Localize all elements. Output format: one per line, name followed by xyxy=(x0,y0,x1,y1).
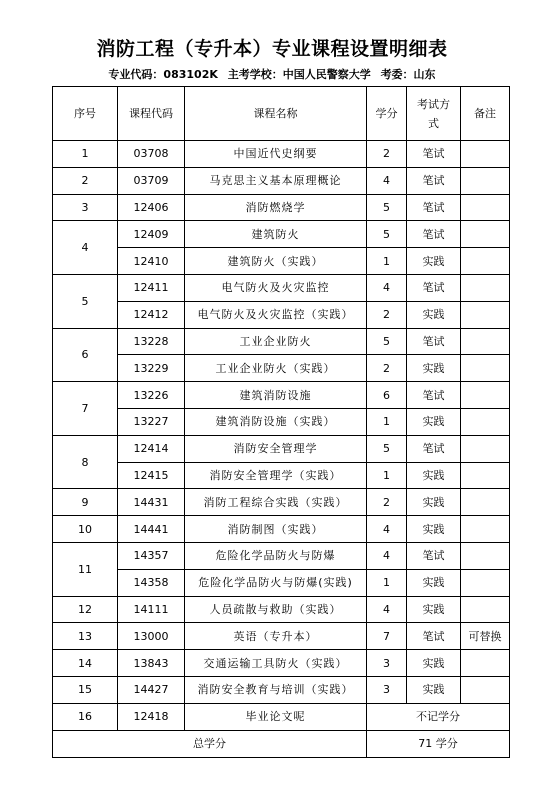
total-value: 71 学分 xyxy=(367,730,510,757)
exam-type-cell: 笔试 xyxy=(407,435,461,462)
exam-type-cell: 实践 xyxy=(407,462,461,489)
note-cell xyxy=(461,141,510,168)
exam-type-cell: 实践 xyxy=(407,489,461,516)
exam-type-cell: 笔试 xyxy=(407,623,461,650)
header-exam: 考试方 式 xyxy=(407,87,461,141)
course-code-cell: 12411 xyxy=(118,274,185,301)
exam-type-cell: 笔试 xyxy=(407,221,461,248)
note-cell xyxy=(461,355,510,382)
credit-cell: 1 xyxy=(367,462,407,489)
note-cell: 可替换 xyxy=(461,623,510,650)
exam-type-cell: 实践 xyxy=(407,355,461,382)
credit-cell: 1 xyxy=(367,569,407,596)
course-name-cell: 马克思主义基本原理概论 xyxy=(185,167,367,194)
course-name-cell: 工业企业防火（实践） xyxy=(185,355,367,382)
course-code-cell: 13226 xyxy=(118,382,185,409)
note-cell xyxy=(461,167,510,194)
credit-cell: 2 xyxy=(367,355,407,382)
table-row xyxy=(53,623,510,650)
note-cell xyxy=(461,221,510,248)
credit-cell: 5 xyxy=(367,435,407,462)
course-code-cell: 14358 xyxy=(118,569,185,596)
credit-cell: 7 xyxy=(367,623,407,650)
total-row xyxy=(53,730,510,757)
credit-cell: 2 xyxy=(367,141,407,168)
course-code-cell: 12418 xyxy=(118,703,185,730)
table-row xyxy=(53,382,510,409)
table-row xyxy=(53,248,510,275)
exam-type-cell: 实践 xyxy=(407,248,461,275)
subtitle-line xyxy=(0,66,544,82)
seq-cell: 2 xyxy=(53,167,118,194)
seq-cell: 4 xyxy=(53,221,118,275)
table-row xyxy=(53,221,510,248)
note-cell xyxy=(461,408,510,435)
total-label: 总学分 xyxy=(53,730,367,757)
exam-type-cell: 实践 xyxy=(407,676,461,703)
exam-type-cell: 笔试 xyxy=(407,194,461,221)
note-cell xyxy=(461,650,510,677)
credit-cell: 2 xyxy=(367,301,407,328)
course-name-cell: 电气防火及火灾监控（实践） xyxy=(185,301,367,328)
credit-cell: 1 xyxy=(367,408,407,435)
note-cell xyxy=(461,596,510,623)
header-credit: 学分 xyxy=(367,87,407,141)
seq-cell: 6 xyxy=(53,328,118,382)
table-row xyxy=(53,650,510,677)
course-name-cell: 消防燃烧学 xyxy=(185,194,367,221)
table-row xyxy=(53,194,510,221)
exam-type-cell: 笔试 xyxy=(407,542,461,569)
note-cell xyxy=(461,248,510,275)
course-name-cell: 中国近代史纲要 xyxy=(185,141,367,168)
exam-type-cell: 实践 xyxy=(407,301,461,328)
table-row xyxy=(53,408,510,435)
note-cell xyxy=(461,194,510,221)
course-code-cell: 12412 xyxy=(118,301,185,328)
header-row xyxy=(53,87,510,141)
course-name-cell: 建筑防火 xyxy=(185,221,367,248)
seq-cell: 16 xyxy=(53,703,118,730)
note-cell xyxy=(461,676,510,703)
table-row xyxy=(53,328,510,355)
major-code: 专业代码：083102K xyxy=(108,68,218,81)
credit-cell: 2 xyxy=(367,489,407,516)
note-cell xyxy=(461,569,510,596)
course-code-cell: 12415 xyxy=(118,462,185,489)
credit-cell: 5 xyxy=(367,328,407,355)
note-cell xyxy=(461,542,510,569)
seq-cell: 12 xyxy=(53,596,118,623)
credit-cell: 4 xyxy=(367,542,407,569)
thesis-row xyxy=(53,703,510,730)
table-row xyxy=(53,516,510,543)
table-row xyxy=(53,435,510,462)
exam-type-cell: 实践 xyxy=(407,569,461,596)
course-name-cell: 消防安全管理学 xyxy=(185,435,367,462)
header-code: 课程代码 xyxy=(118,87,185,141)
course-code-cell: 14357 xyxy=(118,542,185,569)
seq-cell: 1 xyxy=(53,141,118,168)
seq-cell: 15 xyxy=(53,676,118,703)
note-cell xyxy=(461,489,510,516)
course-code-cell: 03708 xyxy=(118,141,185,168)
seq-cell: 13 xyxy=(53,623,118,650)
course-code-cell: 03709 xyxy=(118,167,185,194)
course-code-cell: 13000 xyxy=(118,623,185,650)
note-cell xyxy=(461,301,510,328)
table-row xyxy=(53,489,510,516)
header-seq: 序号 xyxy=(53,87,118,141)
course-code-cell: 14111 xyxy=(118,596,185,623)
course-code-cell: 12406 xyxy=(118,194,185,221)
exam-type-cell: 实践 xyxy=(407,596,461,623)
table-row xyxy=(53,676,510,703)
exam-type-cell: 实践 xyxy=(407,408,461,435)
credit-cell: 4 xyxy=(367,274,407,301)
seq-cell: 7 xyxy=(53,382,118,436)
note-cell xyxy=(461,328,510,355)
course-code-cell: 13229 xyxy=(118,355,185,382)
credit-cell: 1 xyxy=(367,248,407,275)
exam-type-cell: 笔试 xyxy=(407,274,461,301)
course-name-cell: 消防工程综合实践（实践） xyxy=(185,489,367,516)
course-name-cell: 建筑消防设施 xyxy=(185,382,367,409)
note-cell xyxy=(461,462,510,489)
credit-cell: 6 xyxy=(367,382,407,409)
table-row xyxy=(53,167,510,194)
course-name-cell: 建筑消防设施（实践） xyxy=(185,408,367,435)
no-credit-cell: 不记学分 xyxy=(367,703,510,730)
exam-type-cell: 笔试 xyxy=(407,141,461,168)
exam-school: 主考学校：中国人民警察大学 xyxy=(227,68,371,81)
exam-type-cell: 笔试 xyxy=(407,328,461,355)
course-name-cell: 建筑防火（实践） xyxy=(185,248,367,275)
exam-type-cell: 实践 xyxy=(407,650,461,677)
table-row xyxy=(53,274,510,301)
course-code-cell: 12409 xyxy=(118,221,185,248)
header-note: 备注 xyxy=(461,87,510,141)
credit-cell: 5 xyxy=(367,194,407,221)
course-name-cell: 交通运输工具防火（实践） xyxy=(185,650,367,677)
note-cell xyxy=(461,516,510,543)
table-row xyxy=(53,355,510,382)
exam-type-cell: 实践 xyxy=(407,516,461,543)
credit-cell: 5 xyxy=(367,221,407,248)
course-name-cell: 英语（专升本） xyxy=(185,623,367,650)
exam-committee: 考委：山东 xyxy=(380,68,436,81)
course-code-cell: 12414 xyxy=(118,435,185,462)
course-name-cell: 毕业论文呢 xyxy=(185,703,367,730)
note-cell xyxy=(461,274,510,301)
course-name-cell: 危险化学品防火与防爆(实践) xyxy=(185,569,367,596)
table-row xyxy=(53,301,510,328)
table-row xyxy=(53,462,510,489)
header-name: 课程名称 xyxy=(185,87,367,141)
course-name-cell: 消防制图（实践） xyxy=(185,516,367,543)
page-title: 消防工程（专升本）专业课程设置明细表 xyxy=(96,38,448,60)
course-table xyxy=(52,86,510,758)
credit-cell: 3 xyxy=(367,676,407,703)
note-cell xyxy=(461,435,510,462)
seq-cell: 14 xyxy=(53,650,118,677)
course-code-cell: 14431 xyxy=(118,489,185,516)
credit-cell: 4 xyxy=(367,516,407,543)
course-name-cell: 消防安全管理学（实践） xyxy=(185,462,367,489)
exam-type-cell: 笔试 xyxy=(407,382,461,409)
course-code-cell: 13843 xyxy=(118,650,185,677)
course-name-cell: 工业企业防火 xyxy=(185,328,367,355)
table-row xyxy=(53,542,510,569)
seq-cell: 5 xyxy=(53,274,118,328)
course-code-cell: 14441 xyxy=(118,516,185,543)
credit-cell: 4 xyxy=(367,167,407,194)
credit-cell: 3 xyxy=(367,650,407,677)
course-code-cell: 14427 xyxy=(118,676,185,703)
course-code-cell: 13227 xyxy=(118,408,185,435)
course-name-cell: 人员疏散与救助（实践） xyxy=(185,596,367,623)
course-name-cell: 消防安全教育与培训（实践） xyxy=(185,676,367,703)
credit-cell: 4 xyxy=(367,596,407,623)
note-cell xyxy=(461,382,510,409)
course-name-cell: 危险化学品防火与防爆 xyxy=(185,542,367,569)
seq-cell: 11 xyxy=(53,542,118,596)
seq-cell: 8 xyxy=(53,435,118,489)
course-code-cell: 13228 xyxy=(118,328,185,355)
seq-cell: 3 xyxy=(53,194,118,221)
seq-cell: 10 xyxy=(53,516,118,543)
table-row xyxy=(53,141,510,168)
course-name-cell: 电气防火及火灾监控 xyxy=(185,274,367,301)
table-row xyxy=(53,569,510,596)
seq-cell: 9 xyxy=(53,489,118,516)
table-row xyxy=(53,596,510,623)
exam-type-cell: 笔试 xyxy=(407,167,461,194)
course-code-cell: 12410 xyxy=(118,248,185,275)
